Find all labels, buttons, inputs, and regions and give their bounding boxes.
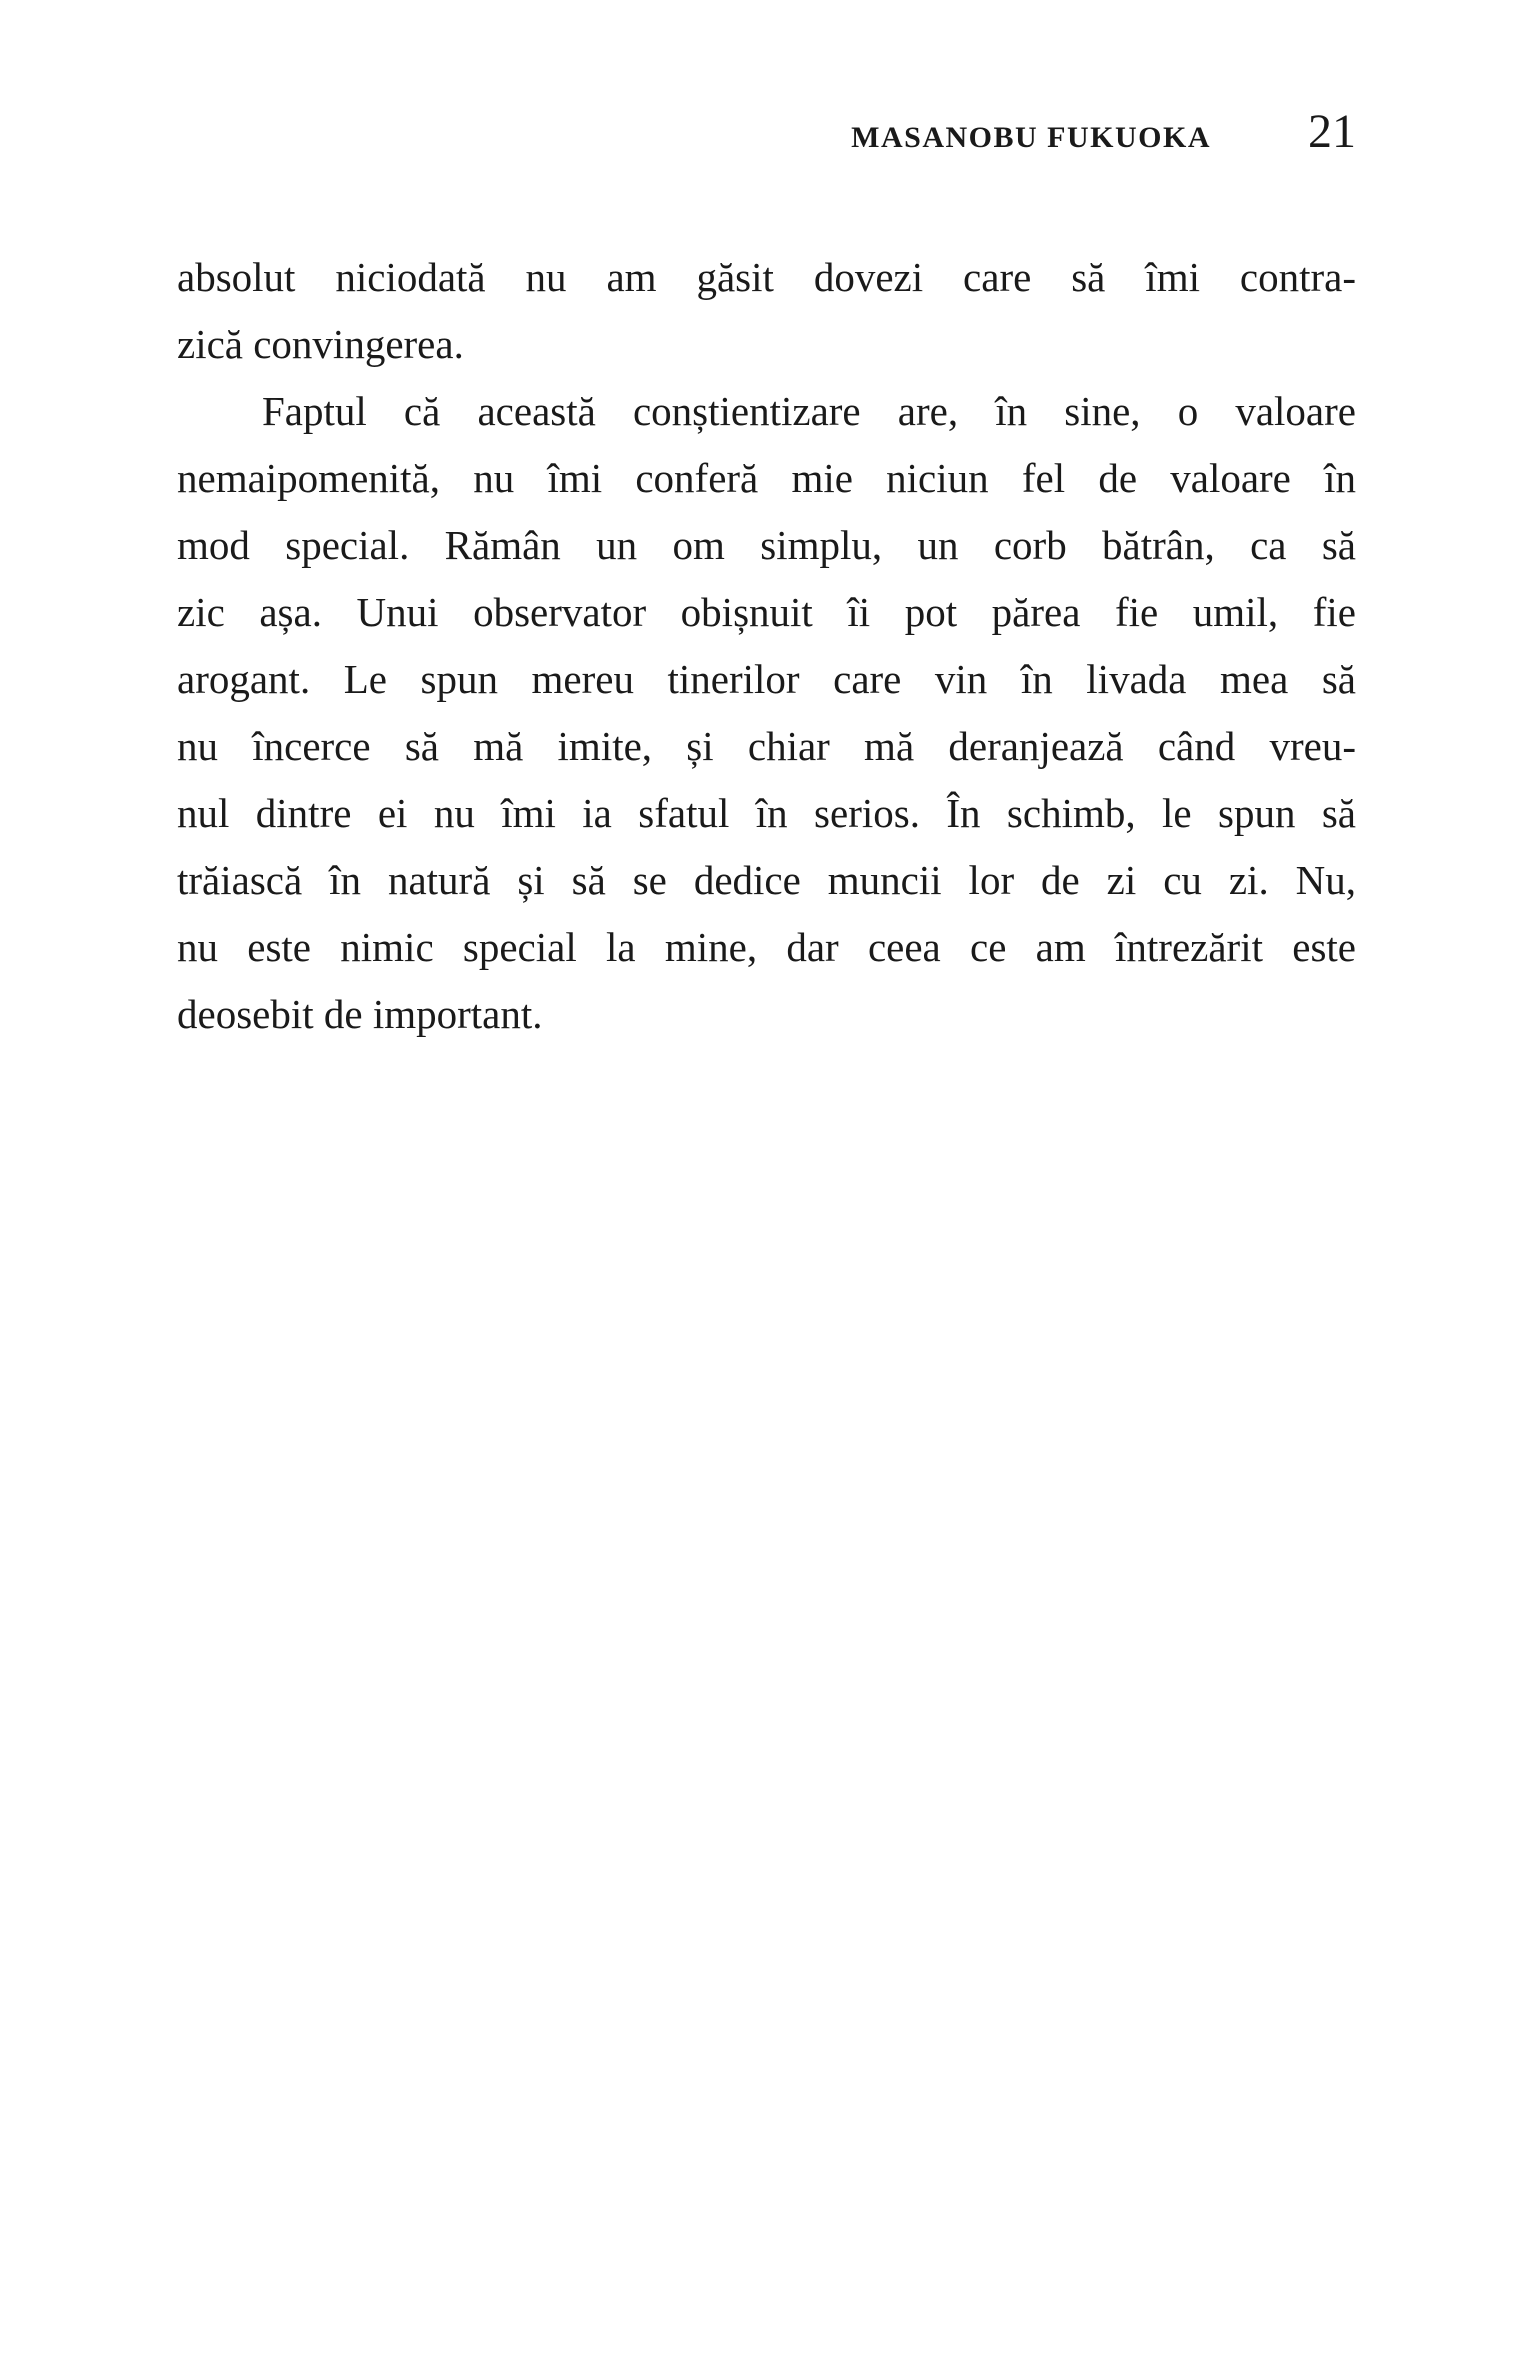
text-line: deosebit de important. — [177, 991, 543, 1037]
text-line: zic așa. Unui observator obișnuit îi pot părea fie umil, fie — [177, 589, 1356, 635]
text-line: mod special. Rămân un om simplu, un corb bătrân, ca să — [177, 522, 1356, 568]
running-header — [177, 104, 1356, 159]
text-line: nu este nimic special la mine, dar ceea ce am întrezărit este — [177, 924, 1356, 970]
text-line: arogant. Le spun mereu tinerilor care vin în livada mea să — [177, 656, 1356, 702]
text-line: nul dintre ei nu îmi ia sfatul în serios. În schimb, le spun să — [177, 790, 1356, 836]
text-line: nu încerce să mă imite, și chiar mă deranjează când vreu- — [177, 723, 1356, 769]
paragraph — [177, 244, 1356, 378]
text-line: zică convingerea. — [177, 321, 464, 367]
text-line: Faptul că această conștientizare are, în sine, o valoare — [262, 388, 1356, 434]
text-line: nemaipomenită, nu îmi conferă mie niciun fel de valoare în — [177, 455, 1356, 501]
body-text — [177, 244, 1356, 1048]
page-number: 21 — [1308, 105, 1356, 158]
text-line: trăiască în natură și să se dedice muncii lor de zi cu zi. Nu, — [177, 857, 1356, 903]
paragraph — [177, 378, 1356, 1048]
running-title: MASANOBU FUKUOKA — [851, 121, 1211, 154]
text-line: absolut niciodată nu am găsit dovezi care să îmi contra- — [177, 254, 1356, 300]
